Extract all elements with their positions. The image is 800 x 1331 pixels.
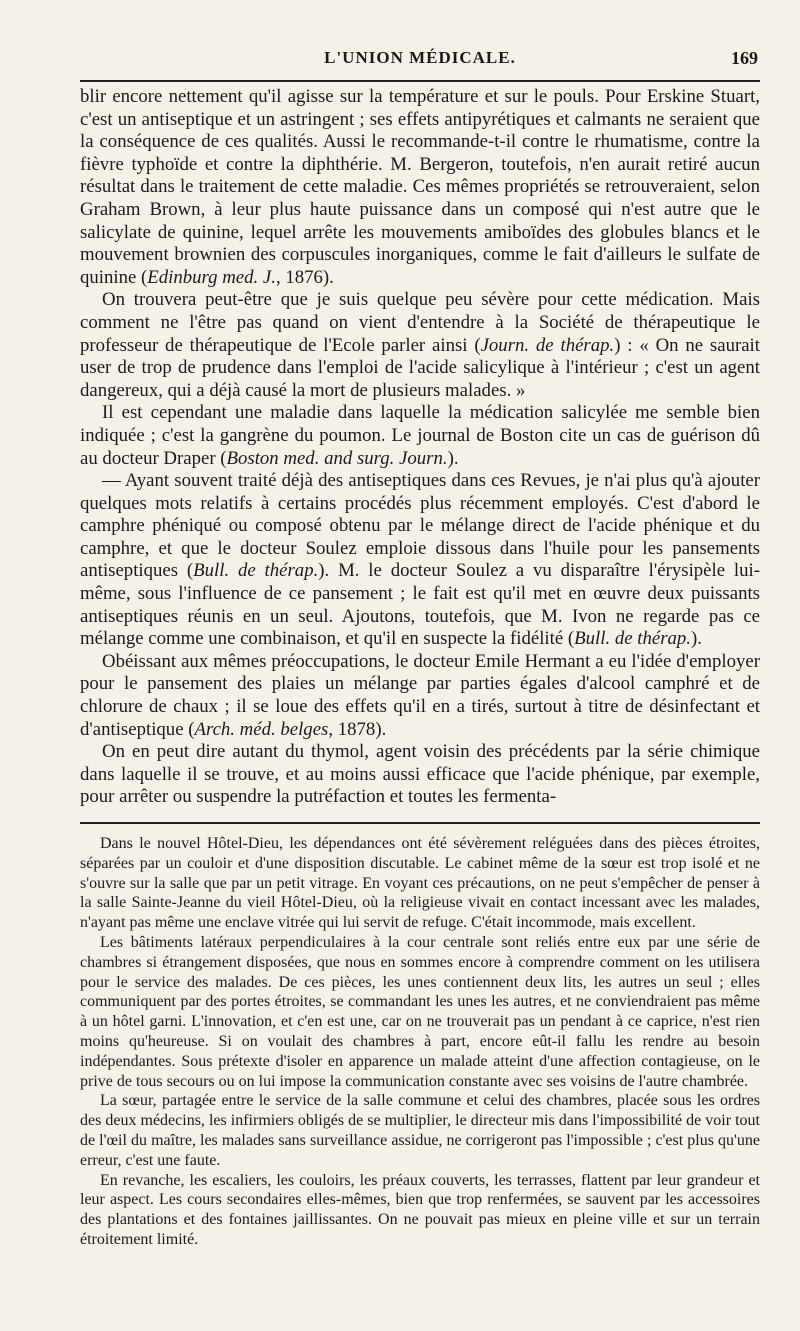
footnotes xyxy=(80,834,760,1250)
body-paragraph-3 xyxy=(80,402,760,470)
reference-citation: Journ. de thérap. xyxy=(480,334,615,356)
text-run: ). M. le docteur Soulez a vu disparaître l'érysipèle lui-même, sous l'influence de ce pansement ; le fait est qu'il met en œuvre deux puissants antiseptiques réunis en un seul. Ajoutons, toutefois, que M. Ivon ne regarde pas ce mélange comme une combinaison, et qu'il en suspecte la fidélité ( xyxy=(80,560,760,650)
running-head xyxy=(80,40,760,80)
text-run: On trouvera peut-être que je suis quelque peu sévère pour cette médication. Mais comment ne l'être pas quand on vient d'entendre à la Société de thérapeutique le professeur de thérapeutique de l'Ecole parler ainsi ( xyxy=(80,289,760,356)
text-run: ) : « On ne saurait user de trop de prudence dans l'emploi de l'acide salicylique à l'intérieur ; c'est un agent dangereux, qui a déjà causé la mort de plusieurs malades. » xyxy=(80,334,760,401)
body-text xyxy=(80,86,760,809)
running-title: L'UNION MÉDICALE. xyxy=(324,48,516,67)
reference-citation: Bull. de thérap. xyxy=(574,628,691,650)
footnote-paragraph-1: Dans le nouvel Hôtel-Dieu, les dépendances ont été sévèrement reléguées dans des pièces étroites, séparées par un couloir et d'une disposition discutable. Le cabinet même de la sœur est trop isolé et ne s'ouvre sur la salle que par un petit vitrage. En voyant ces précautions, on ne peut s'empêcher de penser à la salle Sainte-Jeanne du vieil Hôtel-Dieu, où la religieuse vivait en contact incessant avec les malades, n'ayant pas même une enclave vitrée qui lui servit de refuge. C'était incommode, mais excellent. xyxy=(80,835,760,932)
reference-citation: Arch. méd. belges xyxy=(194,718,329,740)
text-run: On en peut dire autant du thymol, agent voisin des précédents par la série chimique dans laquelle il se trouve, et au moins aussi efficace que l'acide phénique, par exemple, pour arrêter ou suspendre la putréfaction et toutes les fermenta- xyxy=(80,741,760,808)
footnote-rule xyxy=(80,822,760,824)
body-paragraph-2 xyxy=(80,289,760,402)
reference-citation: Edinburg med. J. xyxy=(147,266,276,288)
text-run: , 1878). xyxy=(328,718,387,740)
body-paragraph-1 xyxy=(80,86,760,289)
body-paragraph-6 xyxy=(80,741,760,809)
header-rule xyxy=(80,80,760,82)
reference-citation: Boston med. and surg. Journ. xyxy=(226,447,448,469)
text-run: ). xyxy=(691,628,702,650)
footnote-paragraph-3: La sœur, partagée entre le service de la salle commune et celui des chambres, placée sous les ordres des deux médecins, les infirmiers obligés de se multiplier, le directeur mis dans l'impossibilité de voir tout de l'œil du maître, les malades sans surveillance assidue, ne corrigeront pas l'impossible ; c'est plus qu'une erreur, c'est une faute. xyxy=(80,1092,760,1169)
text-run: , 1876). xyxy=(275,266,334,288)
text-run: — Ayant souvent traité déjà des antiseptiques dans ces Revues, je n'ai plus qu'à ajouter quelques mots relatifs à certains procédés plus récemment employés. C'est d'abord le camphre phéniqué ou composé obtenu par le mélange direct de l'acide phénique et du camphre, et que le docteur Soulez emploie dissous dans l'huile pour les pansements antiseptiques ( xyxy=(80,470,760,582)
body-paragraph-5 xyxy=(80,651,760,741)
page-number: 169 xyxy=(731,48,758,68)
text-run: blir encore nettement qu'il agisse sur la température et sur le pouls. Pour Erskine Stuart, c'est un antiseptique et un astringent ; ses effets antipyrétiques et calmants ne seraient que la conséquence de ces qualités. Aussi le recommande-t-il contre le rhumatisme, contre la fièvre typhoïde et contre la diphthérie. M. Bergeron, toutefois, n'en aurait retiré aucun résultat dans le traitement de cette maladie. Ces mêmes propriétés se retrouveraient, selon Graham Brown, à leur plus haute puissance dans un composé qui n'est autre que le salicylate de quinine, lequel arrête les mouvements amiboïdes des globules blancs et le mouvement brownien des corpuscules inorganiques, comme le fait d'ailleurs le sulfate de quinine ( xyxy=(80,86,760,288)
text-run: ). xyxy=(447,447,459,469)
reference-citation: Bull. de thérap. xyxy=(193,560,319,582)
footnote-paragraph-4: En revanche, les escaliers, les couloirs, les préaux couverts, les terrasses, flattent par leur grandeur et leur aspect. Les cours secondaires elles-mêmes, bien que trop renfermées, se sauvent par les accessoires des plantations et des fontaines jaillissantes. On ne pouvait pas mieux en pleine ville et sur un terrain étroitement limité. xyxy=(80,1171,760,1248)
text-run: Obéissant aux mêmes préoccupations, le docteur Emile Hermant a eu l'idée d'employer pour le pansement des plaies un mélange par parties égales d'alcool camphré et de chlorure de chaux ; il se loue des effets qu'il en a tirés, surtout à titre de désinfectant et d'antiseptique ( xyxy=(80,650,760,740)
body-paragraph-4 xyxy=(80,470,760,651)
footnote-paragraph-2: Les bâtiments latéraux perpendiculaires à la cour centrale sont reliés entre eux par une série de chambres si étrangement disposées, que nous en sommes encore à comprendre comment on les utilisera pour le service des malades. De ces pièces, les unes contiennent deux lits, les autres un seul ; elles communiquent par des portes étroites, se commandant les unes les autres, et ne conviendraient pas même à un hôtel garni. L'innovation, et c'en est une, car on ne trouverait pas un pendant à ce caprice, n'est rien moins qu'heureuse. Si on voulait des chambres à part, encore eût-il fallu les rendre au besoin indépendantes. Sous prétexte d'isoler en apparence un malade atteint d'une affection contagieuse, on le prive de tous secours ou on lui impose la communication constante avec ses voisins de l'autre chambrée. xyxy=(80,933,760,1090)
text-run: Il est cependant une maladie dans laquelle la médication salicylée me semble bien indiquée ; c'est la gangrène du poumon. Le journal de Boston cite un cas de guérison dû au docteur Draper ( xyxy=(80,402,760,469)
